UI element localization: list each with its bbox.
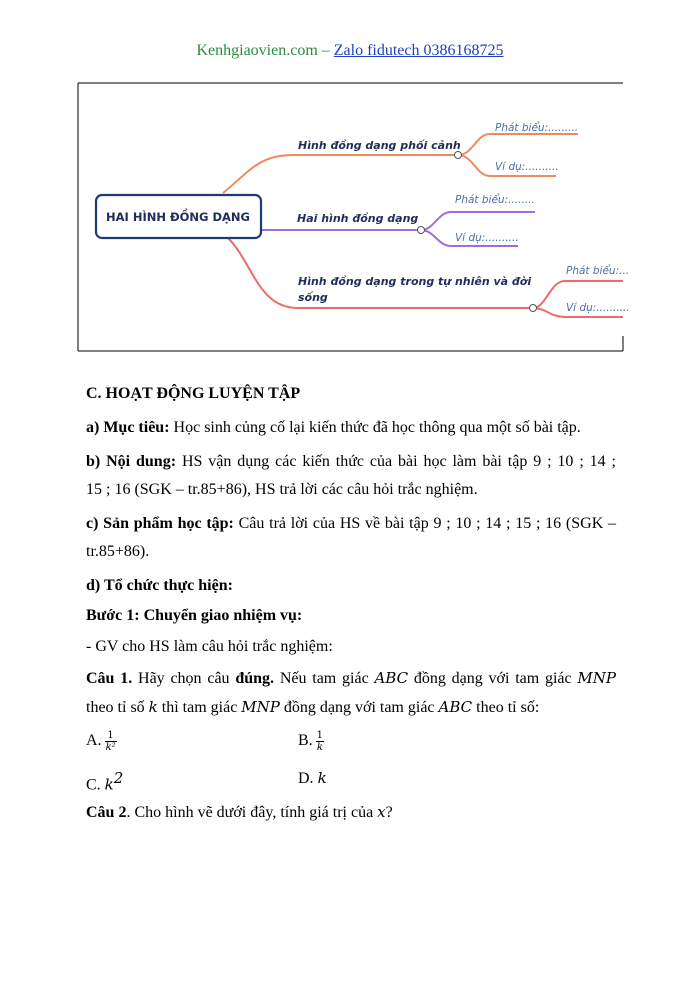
option-d[interactable]: D. k	[298, 769, 327, 787]
page-header	[0, 42, 700, 60]
goal-text: Học sinh củng cố lại kiến thức đã học thông qua một số bài tập.	[169, 419, 581, 436]
branch-1-statement: Phát biểu:.........	[495, 122, 579, 134]
question-1-label: Câu 1.	[86, 670, 133, 687]
branch-3-title-line1: Hình đồng dạng trong tự nhiên và đời	[298, 275, 532, 288]
option-a[interactable]: A. $\frac{1}{\text{k²}}$	[86, 730, 116, 753]
branch-3-node	[530, 305, 537, 312]
content-line-1	[86, 452, 616, 472]
header-site: Kenhgiaovien.com	[196, 42, 318, 59]
branch-3-example: Ví dụ:..........	[566, 302, 630, 314]
question-2-line: Câu 2. Cho hình vẽ dưới đây, tính giá trị của x?	[86, 803, 393, 821]
section-heading: C. HOẠT ĐỘNG LUYỆN TẬP	[86, 385, 301, 402]
header-separator: –	[317, 42, 334, 59]
content-line-2: 15 ; 16 (SGK – tr.85+86), HS trả lời các câu hỏi trắc nghiệm.	[86, 481, 478, 498]
mindmap-center-label: HAI HÌNH ĐỒNG DẠNG	[106, 210, 250, 224]
branch-2-example: Ví dụ:..........	[455, 232, 519, 244]
question-1-line-1: Câu 1. Hãy chọn câu đúng. Nếu tam giác ABC đồng dạng với tam giác MNP	[86, 669, 616, 687]
goal-line	[86, 418, 581, 438]
branch-1-line	[223, 155, 458, 193]
branch-2-title: Hai hình đồng dạng	[297, 212, 419, 225]
mindmap-canvas	[78, 83, 630, 351]
option-b-fraction: $\frac{1}{k}$	[316, 730, 324, 753]
branch-3-line	[228, 238, 533, 308]
content-label: b) Nội dung:	[86, 453, 177, 470]
option-a-fraction: $\frac{1}{\text{k²}}$	[105, 730, 116, 753]
goal-label: a) Mục tiêu:	[86, 419, 170, 436]
product-text-1: Câu trả lời của HS về bài tập 9 ; 10 ; 14 ; 15 ; 16 (SGK –	[233, 515, 617, 532]
step-1-heading: Bước 1: Chuyển giao nhiệm vụ:	[86, 607, 303, 624]
branch-1-title: Hình đồng dạng phối cảnh	[298, 139, 461, 152]
branch-1-example: Ví dụ:..........	[495, 161, 559, 173]
option-c[interactable]: C. $k^2$	[86, 769, 124, 794]
branch-2-node	[418, 227, 425, 234]
organization-label: d) Tổ chức thực hiện:	[86, 577, 233, 594]
product-line-1	[86, 514, 616, 534]
content-text-1: HS vận dụng các kiến thức của bài học làm bài tập 9 ; 10 ; 14 ;	[176, 453, 617, 470]
branch-2-statement: Phát biểu:........	[455, 194, 535, 206]
branch-2-sub-top	[421, 212, 535, 230]
branch-3-statement: Phát biểu:...	[566, 265, 630, 277]
product-line-2: tr.85+86).	[86, 543, 150, 560]
question-1-line-2: theo tỉ số k thì tam giác MNP đồng dạng với tam giác ABC theo tỉ số:	[86, 698, 540, 716]
branch-1-node	[455, 152, 462, 159]
option-b[interactable]: B. $\frac{1}{k}$	[298, 730, 324, 753]
branch-1-sub-top	[458, 134, 578, 155]
header-contact-link[interactable]: Zalo fidutech 0386168725	[333, 42, 504, 59]
branch-3-title-line2: sống	[298, 291, 328, 304]
task-line: - GV cho HS làm câu hỏi trắc nghiệm:	[86, 638, 333, 655]
mindmap-figure	[78, 83, 630, 351]
product-label: c) Sản phẩm học tập:	[86, 515, 234, 532]
question-2-label: Câu 2	[86, 804, 127, 821]
